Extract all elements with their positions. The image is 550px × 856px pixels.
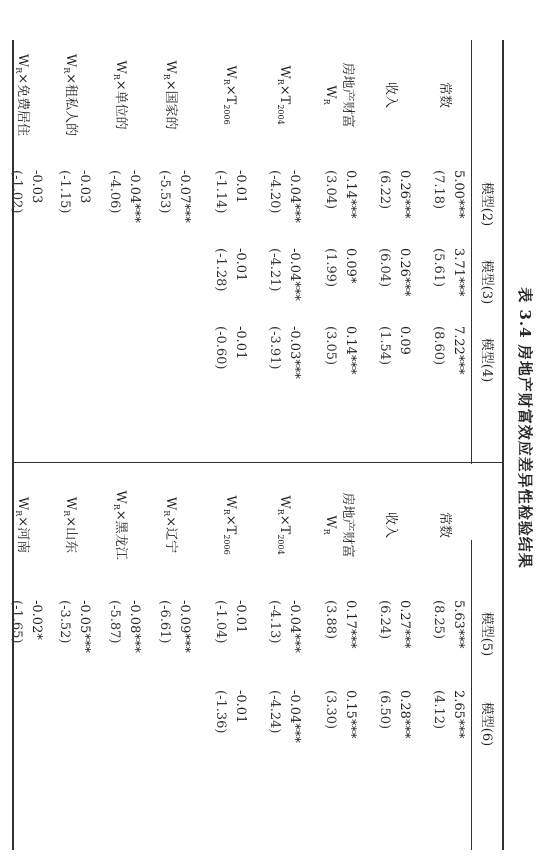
label-part: W: [163, 60, 178, 74]
coefficient-value: -0.01: [233, 600, 248, 634]
row-label: [437, 470, 456, 580]
label-part: W: [63, 53, 78, 68]
subscript: R: [162, 510, 171, 517]
coefficient-value: -0.04***: [127, 170, 142, 223]
subscript: R: [14, 67, 23, 74]
t-statistic: (-4.24): [267, 690, 282, 734]
t-statistic: (1.99): [323, 248, 338, 288]
subscript: R: [276, 78, 285, 85]
column-header: 模型(3): [479, 259, 494, 305]
bottom-rule: [12, 40, 14, 850]
column-header: 模型(2): [479, 181, 494, 227]
coefficient-value: -0.04***: [287, 600, 302, 653]
label-part: ×单位的: [113, 79, 128, 130]
coefficient-value: 0.14***: [343, 326, 358, 375]
t-statistic: (6.22): [377, 170, 392, 210]
column-header: 模型(4): [479, 337, 494, 383]
coefficient-value: -0.01: [233, 248, 248, 282]
label-part: W: [15, 496, 30, 511]
subscript: 2006: [222, 104, 231, 125]
row-label: [276, 470, 292, 580]
t-statistic: (4.12): [431, 690, 446, 730]
row-label: [222, 40, 238, 150]
coefficient-value: 0.09: [397, 326, 412, 355]
t-statistic: (3.05): [323, 326, 338, 366]
column-header: 模型(6): [479, 701, 494, 747]
label-part: ×山东: [63, 516, 78, 554]
subscript: R: [276, 508, 285, 515]
t-statistic: (6.24): [377, 600, 392, 640]
t-statistic: (-4.13): [267, 600, 282, 644]
coefficient-value: -0.02*: [29, 600, 44, 640]
row-label: [112, 470, 132, 580]
label-part: ×免费居住: [15, 73, 30, 137]
row-label: [318, 40, 356, 150]
label-part: 房地产财富: [340, 62, 355, 128]
label-part: ×T: [223, 84, 238, 105]
t-statistic: (-1.65): [9, 600, 24, 644]
t-statistic: (7.18): [431, 170, 446, 210]
coefficient-value: 0.27***: [397, 600, 412, 649]
row-label: [383, 470, 402, 580]
t-statistic: (6.04): [377, 248, 392, 288]
label-part: W: [15, 53, 30, 68]
column-header: 模型(5): [479, 611, 494, 657]
subscript: R: [112, 503, 121, 510]
label-part: ×租私人的: [63, 73, 78, 137]
label-part: 收入: [383, 511, 398, 538]
subscript: R: [62, 67, 71, 74]
coefficient-value: -0.03***: [287, 326, 302, 379]
coefficient-value: 0.17***: [343, 600, 358, 649]
label-part: W: [163, 496, 178, 511]
row-label: [162, 470, 182, 580]
coefficient-value: -0.01: [233, 326, 248, 360]
row-label: [162, 40, 182, 150]
header-rule-right: [471, 540, 472, 850]
subscript: 2004: [276, 104, 285, 125]
coefficient-value: -0.01: [233, 170, 248, 204]
coefficient-value: -0.08***: [127, 600, 142, 653]
label-part: ×T: [223, 514, 238, 535]
row-label: [62, 470, 82, 580]
coefficient-value: -0.09***: [177, 600, 192, 653]
label-part: 常数: [437, 511, 452, 538]
row-label: [318, 470, 356, 580]
row-label: [383, 40, 402, 150]
t-statistic: (6.50): [377, 690, 392, 730]
t-statistic: (-1.15): [57, 170, 72, 214]
label-part: W: [223, 65, 238, 79]
row-label: [14, 40, 34, 150]
subscript: R: [322, 98, 331, 105]
t-statistic: (8.60): [431, 326, 446, 366]
label-part: 收入: [383, 81, 398, 108]
coefficient-value: 0.14***: [343, 170, 358, 219]
t-statistic: (5.61): [431, 248, 446, 288]
header-rule-left: [471, 40, 472, 464]
label-part: W: [113, 60, 128, 74]
subscript: R: [162, 73, 171, 80]
t-statistic: (-1.36): [213, 690, 228, 734]
coefficient-value: -0.04***: [287, 248, 302, 301]
subscript: R: [14, 510, 23, 517]
t-statistic: (-5.87): [107, 600, 122, 644]
t-statistic: (-6.61): [157, 600, 172, 644]
coefficient-value: -0.01: [233, 690, 248, 724]
row-label: [62, 40, 82, 150]
coefficient-value: 0.26***: [397, 248, 412, 297]
t-statistic: (-1.02): [9, 170, 24, 214]
label-part: W: [277, 65, 292, 79]
subscript: R: [322, 528, 331, 535]
label-part: ×河南: [15, 516, 30, 554]
row-label: [276, 40, 292, 150]
t-statistic: (-3.52): [57, 600, 72, 644]
t-statistic: (-4.21): [267, 248, 282, 292]
t-statistic: (-5.53): [157, 170, 172, 214]
subscript: 2004: [276, 534, 285, 555]
coefficient-value: -0.05***: [77, 600, 92, 653]
table-title: 表 3.4 房地产财富效应差异性检验结果: [516, 287, 534, 569]
label-part: W: [277, 495, 292, 509]
t-statistic: (8.25): [431, 600, 446, 640]
subscript: R: [222, 78, 231, 85]
t-statistic: (-1.04): [213, 600, 228, 644]
row-label: [437, 40, 456, 150]
label-part: 房地产财富: [340, 492, 355, 558]
t-statistic: (-3.91): [267, 326, 282, 370]
label-part: ×黑龙江: [113, 509, 128, 560]
t-statistic: (3.30): [323, 690, 338, 730]
label-part: ×T: [277, 514, 292, 535]
row-label: [14, 470, 34, 580]
t-statistic: (-4.06): [107, 170, 122, 214]
label-part: ×国家的: [163, 79, 178, 130]
t-statistic: (-4.20): [267, 170, 282, 214]
row-label: [222, 470, 238, 580]
coefficient-value: 0.26***: [397, 170, 412, 219]
subscript: R: [222, 508, 231, 515]
label-part: W: [63, 496, 78, 511]
coefficient-value: 5.00***: [451, 170, 466, 219]
coefficient-value: -0.03: [29, 170, 44, 204]
label-part: ×T: [277, 84, 292, 105]
label-part: ×辽宁: [163, 516, 178, 554]
coefficient-value: -0.04***: [287, 690, 302, 743]
row-label: [112, 40, 132, 150]
subscript: 2006: [222, 534, 231, 555]
coefficient-value: -0.07***: [177, 170, 192, 223]
label-part: W: [113, 490, 128, 504]
subscript: R: [112, 73, 121, 80]
label-part: W: [323, 85, 338, 99]
coefficient-value: 0.09*: [343, 248, 358, 284]
coefficient-value: 0.28***: [397, 690, 412, 739]
label-part: W: [223, 495, 238, 509]
label-part: W: [323, 515, 338, 529]
coefficient-value: 7.22***: [451, 326, 466, 375]
label-part: 常数: [437, 81, 452, 108]
subscript: R: [62, 510, 71, 517]
coefficient-value: -0.04***: [287, 170, 302, 223]
t-statistic: (-1.28): [213, 248, 228, 292]
coefficient-value: 5.63***: [451, 600, 466, 649]
top-rule: [502, 40, 504, 850]
t-statistic: (1.54): [377, 326, 392, 366]
coefficient-value: 3.71***: [451, 248, 466, 297]
coefficient-value: 2.65***: [451, 690, 466, 739]
t-statistic: (-0.60): [213, 326, 228, 370]
t-statistic: (3.88): [323, 600, 338, 640]
t-statistic: (3.04): [323, 170, 338, 210]
t-statistic: (-1.14): [213, 170, 228, 214]
panel-divider: [14, 462, 504, 463]
coefficient-value: 0.15***: [343, 690, 358, 739]
coefficient-value: -0.03: [77, 170, 92, 204]
